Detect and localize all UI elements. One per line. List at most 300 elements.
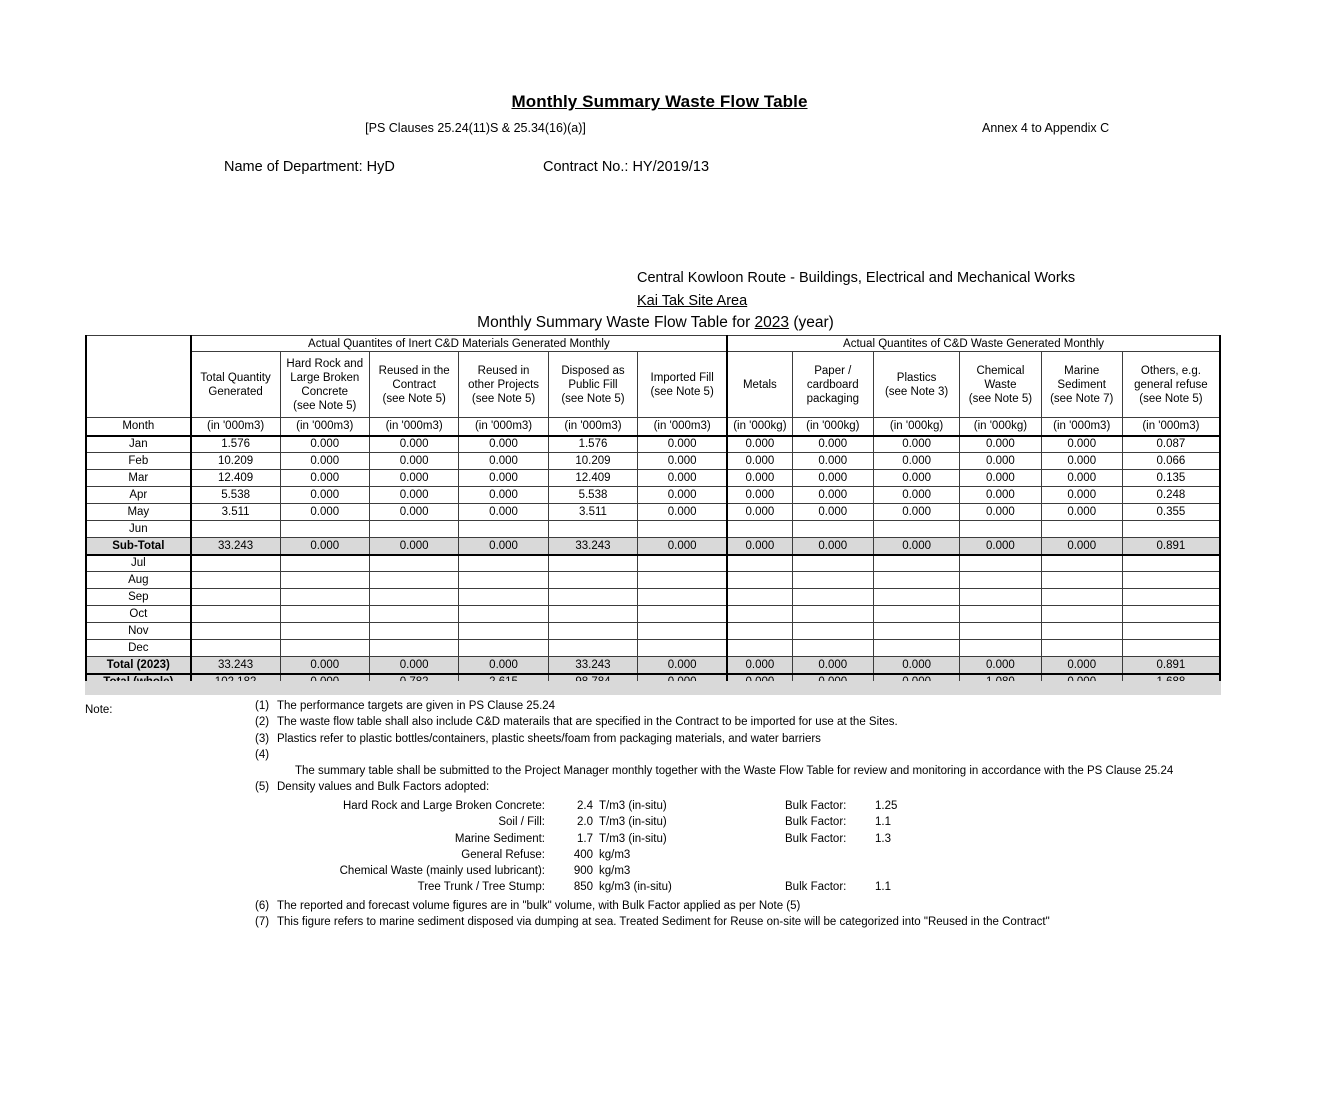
row-cell: 0.000 [873, 538, 959, 555]
row-cell: 0.000 [727, 657, 792, 674]
row-cell [960, 555, 1041, 572]
row-cell [459, 555, 548, 572]
row-cell: 0.000 [1041, 538, 1122, 555]
row-cell: 33.243 [191, 538, 280, 555]
note-text: This figure refers to marine sediment disposed via dumping at sea. Treated Sediment for Reuse on-site will be categorized into "Reused in the Contract" [277, 916, 1050, 929]
row-cell: 0.000 [727, 453, 792, 470]
density-row [255, 865, 1255, 881]
row-cell [873, 606, 959, 623]
column-header-4: Disposed as Public Fill (see Note 5) [548, 352, 637, 418]
row-cell [548, 555, 637, 572]
row-cell: 0.000 [280, 657, 369, 674]
row-cell [280, 640, 369, 657]
column-header-11: Others, e.g. general refuse (see Note 5) [1122, 352, 1220, 418]
notes-list [255, 700, 1315, 798]
table-row [86, 521, 1220, 538]
bulk-factor-label: Bulk Factor: [785, 816, 847, 829]
row-cell: 0.000 [369, 453, 458, 470]
row-cell [638, 521, 727, 538]
density-value: 2.4 [577, 800, 593, 812]
row-cell: 0.000 [459, 470, 548, 487]
row-cell [459, 623, 548, 640]
table-row [86, 623, 1220, 640]
row-cell: 0.000 [280, 504, 369, 521]
density-unit: kg/m3 (in-situ) [599, 881, 672, 894]
row-month-label: Feb [86, 453, 191, 470]
site-area: Kai Tak Site Area [637, 293, 748, 309]
note-item [255, 749, 1315, 765]
row-cell: 0.000 [280, 436, 369, 453]
column-header-0: Total Quantity Generated [191, 352, 280, 418]
density-row [255, 800, 1255, 816]
row-cell [873, 623, 959, 640]
row-month-label: May [86, 504, 191, 521]
row-cell [191, 640, 280, 657]
department-contract-row [0, 159, 1319, 181]
row-cell: 0.000 [369, 538, 458, 555]
row-cell: 0.000 [280, 453, 369, 470]
note-item [255, 765, 1315, 781]
unit-header-4: (in '000m3) [548, 418, 637, 436]
column-header-5: Imported Fill (see Note 5) [638, 352, 727, 418]
row-cell: 12.409 [548, 470, 637, 487]
row-cell: 0.000 [960, 470, 1041, 487]
row-cell: 0.000 [727, 470, 792, 487]
density-row [255, 849, 1255, 865]
column-header-7: Paper / cardboard packaging [792, 352, 873, 418]
row-cell [638, 623, 727, 640]
row-cell: 0.000 [960, 436, 1041, 453]
row-cell: 3.511 [191, 504, 280, 521]
table-row [86, 538, 1220, 555]
density-value: 2.0 [577, 816, 593, 829]
row-cell: 5.538 [191, 487, 280, 504]
density-row [255, 816, 1255, 832]
row-cell: 33.243 [191, 657, 280, 674]
row-cell [1122, 589, 1220, 606]
row-month-label: Nov [86, 623, 191, 640]
row-cell: 0.000 [792, 538, 873, 555]
row-cell [1122, 521, 1220, 538]
row-month-label: Total (2023) [86, 657, 191, 674]
ps-clauses-reference: [PS Clauses 25.24(11)S & 25.34(16)(a)] [365, 121, 586, 135]
row-cell [459, 589, 548, 606]
row-cell: 1.576 [548, 436, 637, 453]
row-cell [1041, 521, 1122, 538]
row-cell [1041, 623, 1122, 640]
unit-header-11: (in '000m3) [1122, 418, 1220, 436]
row-cell: 0.000 [1041, 436, 1122, 453]
row-cell: 0.000 [280, 470, 369, 487]
row-cell [727, 572, 792, 589]
row-cell: 0.066 [1122, 453, 1220, 470]
table-group-header-row [86, 336, 1220, 352]
row-cell [1122, 623, 1220, 640]
row-month-label: Mar [86, 470, 191, 487]
table-units-row [86, 418, 1220, 436]
row-cell [459, 521, 548, 538]
row-cell: 0.355 [1122, 504, 1220, 521]
row-cell [459, 606, 548, 623]
note-number: (3) [255, 732, 270, 745]
row-cell [280, 521, 369, 538]
row-cell: 0.000 [727, 436, 792, 453]
row-cell [280, 606, 369, 623]
row-cell: 0.000 [873, 453, 959, 470]
row-cell: 12.409 [191, 470, 280, 487]
table-row [86, 555, 1220, 572]
year-title-prefix: Monthly Summary Waste Flow Table for [477, 314, 755, 331]
department-name: Name of Department: HyD [224, 159, 395, 175]
row-cell: 10.209 [191, 453, 280, 470]
column-header-3: Reused in other Projects (see Note 5) [459, 352, 548, 418]
row-cell [369, 555, 458, 572]
unit-header-9: (in '000kg) [960, 418, 1041, 436]
row-cell [960, 521, 1041, 538]
year-title-suffix: (year) [789, 314, 834, 331]
group-header-inert: Actual Quantites of Inert C&D Materials Generated Monthly [191, 336, 727, 352]
density-unit: T/m3 (in-situ) [599, 816, 667, 829]
row-cell [727, 521, 792, 538]
row-cell [638, 555, 727, 572]
unit-header-2: (in '000m3) [369, 418, 458, 436]
unit-header-7: (in '000kg) [792, 418, 873, 436]
density-value: 1.7 [577, 832, 593, 845]
row-cell [191, 521, 280, 538]
row-cell [960, 572, 1041, 589]
density-bulk-factor-list [255, 800, 1255, 898]
density-unit: T/m3 (in-situ) [599, 800, 667, 812]
row-cell [280, 572, 369, 589]
row-cell [1041, 589, 1122, 606]
note-text: Plastics refer to plastic bottles/containers, plastic sheets/foam from packaging materials, and water barriers [277, 732, 821, 745]
row-cell [1041, 640, 1122, 657]
row-month-label: Sub-Total [86, 538, 191, 555]
row-cell: 5.538 [548, 487, 637, 504]
row-cell [548, 521, 637, 538]
row-cell: 0.000 [638, 538, 727, 555]
row-cell: 0.000 [369, 470, 458, 487]
row-cell: 0.000 [873, 487, 959, 504]
row-cell [1122, 555, 1220, 572]
row-cell: 0.000 [638, 436, 727, 453]
row-cell [191, 623, 280, 640]
note-number: (1) [255, 700, 270, 712]
row-cell [1122, 572, 1220, 589]
row-cell [792, 640, 873, 657]
note-item [255, 716, 1315, 732]
table-row [86, 436, 1220, 453]
density-unit: kg/m3 [599, 848, 631, 861]
note-number: (5) [255, 781, 270, 794]
row-month-label: Apr [86, 487, 191, 504]
column-header-1: Hard Rock and Large Broken Concrete (see Note 5) [280, 352, 369, 418]
row-cell [727, 589, 792, 606]
row-cell [459, 572, 548, 589]
row-cell [792, 521, 873, 538]
contract-description: Central Kowloon Route - Buildings, Electrical and Mechanical Works [637, 270, 1076, 286]
unit-header-3: (in '000m3) [459, 418, 548, 436]
note-text: The reported and forecast volume figures are in "bulk" volume, with Bulk Factor applied as per Note (5) [277, 900, 801, 912]
table-row [86, 504, 1220, 521]
row-cell: 0.000 [638, 487, 727, 504]
row-cell: 0.000 [369, 657, 458, 674]
table-row [86, 657, 1220, 674]
row-cell [792, 572, 873, 589]
table-row [86, 470, 1220, 487]
row-cell [638, 589, 727, 606]
row-month-label: Jan [86, 436, 191, 453]
table-bottom-band [85, 681, 1221, 695]
table-row [86, 589, 1220, 606]
row-cell: 0.135 [1122, 470, 1220, 487]
row-cell: 0.000 [459, 487, 548, 504]
note-number: (2) [255, 716, 270, 729]
row-cell: 0.000 [280, 487, 369, 504]
table-row [86, 640, 1220, 657]
row-month-label: Dec [86, 640, 191, 657]
row-cell: 0.000 [459, 504, 548, 521]
density-unit: kg/m3 [599, 865, 631, 878]
row-cell [873, 640, 959, 657]
row-cell [548, 589, 637, 606]
row-cell [548, 640, 637, 657]
row-cell: 0.000 [960, 453, 1041, 470]
row-cell: 0.000 [459, 657, 548, 674]
density-row [255, 881, 1255, 897]
bulk-factor-value: 1.25 [875, 800, 898, 812]
row-cell: 0.087 [1122, 436, 1220, 453]
contract-number: Contract No.: HY/2019/13 [543, 159, 710, 175]
row-cell [548, 623, 637, 640]
row-cell [280, 589, 369, 606]
row-cell: 0.000 [792, 453, 873, 470]
row-cell: 0.000 [960, 538, 1041, 555]
row-cell [638, 640, 727, 657]
density-material-name: Tree Trunk / Tree Stump: [417, 881, 545, 894]
row-cell [960, 606, 1041, 623]
bulk-factor-label: Bulk Factor: [785, 832, 847, 845]
row-cell [960, 623, 1041, 640]
row-cell: 0.000 [727, 538, 792, 555]
table-corner-blank [86, 336, 191, 418]
row-cell [548, 606, 637, 623]
row-cell: 0.000 [1041, 470, 1122, 487]
row-cell: 3.511 [548, 504, 637, 521]
row-cell: 0.000 [459, 538, 548, 555]
row-cell [280, 555, 369, 572]
row-cell: 0.000 [960, 657, 1041, 674]
row-cell [1122, 606, 1220, 623]
row-cell: 0.000 [873, 436, 959, 453]
row-cell: 0.000 [369, 436, 458, 453]
row-cell [960, 589, 1041, 606]
density-value: 900 [573, 865, 593, 878]
row-cell [873, 521, 959, 538]
row-cell [369, 521, 458, 538]
row-cell: 33.243 [548, 657, 637, 674]
row-month-label: Aug [86, 572, 191, 589]
unit-header-1: (in '000m3) [280, 418, 369, 436]
row-cell: 0.000 [459, 453, 548, 470]
row-month-label: Jul [86, 555, 191, 572]
unit-header-0: (in '000m3) [191, 418, 280, 436]
row-cell [369, 589, 458, 606]
row-cell: 0.000 [1041, 487, 1122, 504]
page-title: Monthly Summary Waste Flow Table [511, 92, 808, 111]
row-cell: 0.000 [873, 657, 959, 674]
note-text: The performance targets are given in PS Clause 25.24 [277, 700, 556, 712]
table-row [86, 606, 1220, 623]
row-cell: 0.000 [873, 504, 959, 521]
density-value: 850 [573, 881, 593, 894]
density-material-name: Marine Sediment: [454, 832, 545, 845]
note-number: (6) [255, 900, 270, 912]
row-month-label: Jun [86, 521, 191, 538]
row-cell [873, 555, 959, 572]
row-cell [727, 623, 792, 640]
row-cell: 0.000 [369, 504, 458, 521]
column-header-10: Marine Sediment (see Note 7) [1041, 352, 1122, 418]
row-cell: 0.000 [280, 538, 369, 555]
row-cell [792, 606, 873, 623]
column-header-2: Reused in the Contract (see Note 5) [369, 352, 458, 418]
note-item [255, 700, 1315, 716]
row-cell: 33.243 [548, 538, 637, 555]
row-cell [638, 572, 727, 589]
row-cell: 0.000 [792, 657, 873, 674]
density-material-name: Soil / Fill: [498, 816, 545, 829]
bulk-factor-value: 1.3 [875, 832, 891, 845]
row-cell [727, 606, 792, 623]
row-cell: 0.000 [792, 504, 873, 521]
row-cell [792, 589, 873, 606]
row-cell: 0.000 [792, 436, 873, 453]
table-column-header-row [86, 352, 1220, 418]
row-cell: 0.891 [1122, 657, 1220, 674]
row-cell: 0.000 [727, 487, 792, 504]
row-month-label: Sep [86, 589, 191, 606]
unit-header-10: (in '000m3) [1041, 418, 1122, 436]
bulk-factor-value: 1.1 [875, 816, 891, 829]
row-cell: 0.000 [638, 470, 727, 487]
waste-flow-table-container [85, 335, 1221, 692]
row-cell: 0.000 [638, 504, 727, 521]
row-cell [727, 640, 792, 657]
month-column-header: Month [86, 418, 191, 436]
row-cell [459, 640, 548, 657]
row-cell [960, 640, 1041, 657]
row-cell: 0.000 [960, 504, 1041, 521]
row-cell [369, 623, 458, 640]
unit-header-6: (in '000kg) [727, 418, 792, 436]
table-row [86, 453, 1220, 470]
note-item [255, 900, 1315, 916]
row-cell [1041, 572, 1122, 589]
note-item [255, 916, 1315, 932]
annex-reference: Annex 4 to Appendix C [982, 121, 1110, 135]
column-header-8: Plastics (see Note 3) [873, 352, 959, 418]
row-cell: 0.000 [638, 657, 727, 674]
bulk-factor-label: Bulk Factor: [785, 800, 847, 812]
row-cell [369, 640, 458, 657]
density-material-name: Chemical Waste (mainly used lubricant): [339, 865, 545, 878]
group-header-waste: Actual Quantites of C&D Waste Generated Monthly [727, 336, 1220, 352]
row-cell [191, 572, 280, 589]
row-cell: 1.576 [191, 436, 280, 453]
row-cell: 0.000 [1041, 657, 1122, 674]
waste-flow-table [85, 335, 1221, 692]
row-cell [369, 572, 458, 589]
note-text: The summary table shall be submitted to the Project Manager monthly together with the Waste Flow Table for review and monitoring in accordance with the PS Clause 25.24 [295, 765, 1174, 778]
row-cell [369, 606, 458, 623]
row-month-label: Oct [86, 606, 191, 623]
row-cell [280, 623, 369, 640]
row-cell [548, 572, 637, 589]
row-cell [1122, 640, 1220, 657]
row-cell: 10.209 [548, 453, 637, 470]
row-cell [792, 623, 873, 640]
density-row [255, 833, 1255, 849]
row-cell [638, 606, 727, 623]
unit-header-8: (in '000kg) [873, 418, 959, 436]
year-value: 2023 [754, 314, 790, 331]
row-cell [727, 555, 792, 572]
table-row [86, 572, 1220, 589]
row-cell [1041, 555, 1122, 572]
row-cell [191, 555, 280, 572]
note-number: (4) [255, 748, 270, 761]
row-cell: 0.000 [792, 470, 873, 487]
density-value: 400 [573, 848, 593, 861]
note-text: Density values and Bulk Factors adopted: [277, 781, 490, 794]
row-cell [1041, 606, 1122, 623]
notes-tail-list [255, 900, 1315, 933]
note-item [255, 781, 1315, 797]
year-table-title [0, 314, 1315, 332]
bulk-factor-value: 1.1 [875, 881, 891, 894]
row-cell: 0.000 [1041, 453, 1122, 470]
note-item [255, 733, 1315, 749]
row-cell: 0.000 [369, 487, 458, 504]
row-cell: 0.891 [1122, 538, 1220, 555]
column-header-9: Chemical Waste (see Note 5) [960, 352, 1041, 418]
row-cell: 0.000 [727, 504, 792, 521]
row-cell: 0.000 [459, 436, 548, 453]
density-unit: T/m3 (in-situ) [599, 832, 667, 845]
unit-header-5: (in '000m3) [638, 418, 727, 436]
note-text: The waste flow table shall also include C&D materails that are specified in the Contract to be imported for use at the Sites. [277, 716, 898, 729]
subtitle-row [0, 121, 1319, 139]
row-cell: 0.000 [873, 470, 959, 487]
row-cell: 0.248 [1122, 487, 1220, 504]
row-cell [873, 572, 959, 589]
row-cell: 0.000 [792, 487, 873, 504]
note-number: (7) [255, 916, 270, 929]
row-cell [873, 589, 959, 606]
row-cell [191, 589, 280, 606]
row-cell [792, 555, 873, 572]
column-header-6: Metals [727, 352, 792, 418]
density-material-name: General Refuse: [461, 848, 545, 861]
row-cell [191, 606, 280, 623]
notes-label: Note: [85, 704, 113, 716]
bulk-factor-label: Bulk Factor: [785, 881, 847, 894]
density-material-name: Hard Rock and Large Broken Concrete: [343, 800, 545, 812]
row-cell: 0.000 [960, 487, 1041, 504]
row-cell: 0.000 [638, 453, 727, 470]
table-row [86, 487, 1220, 504]
